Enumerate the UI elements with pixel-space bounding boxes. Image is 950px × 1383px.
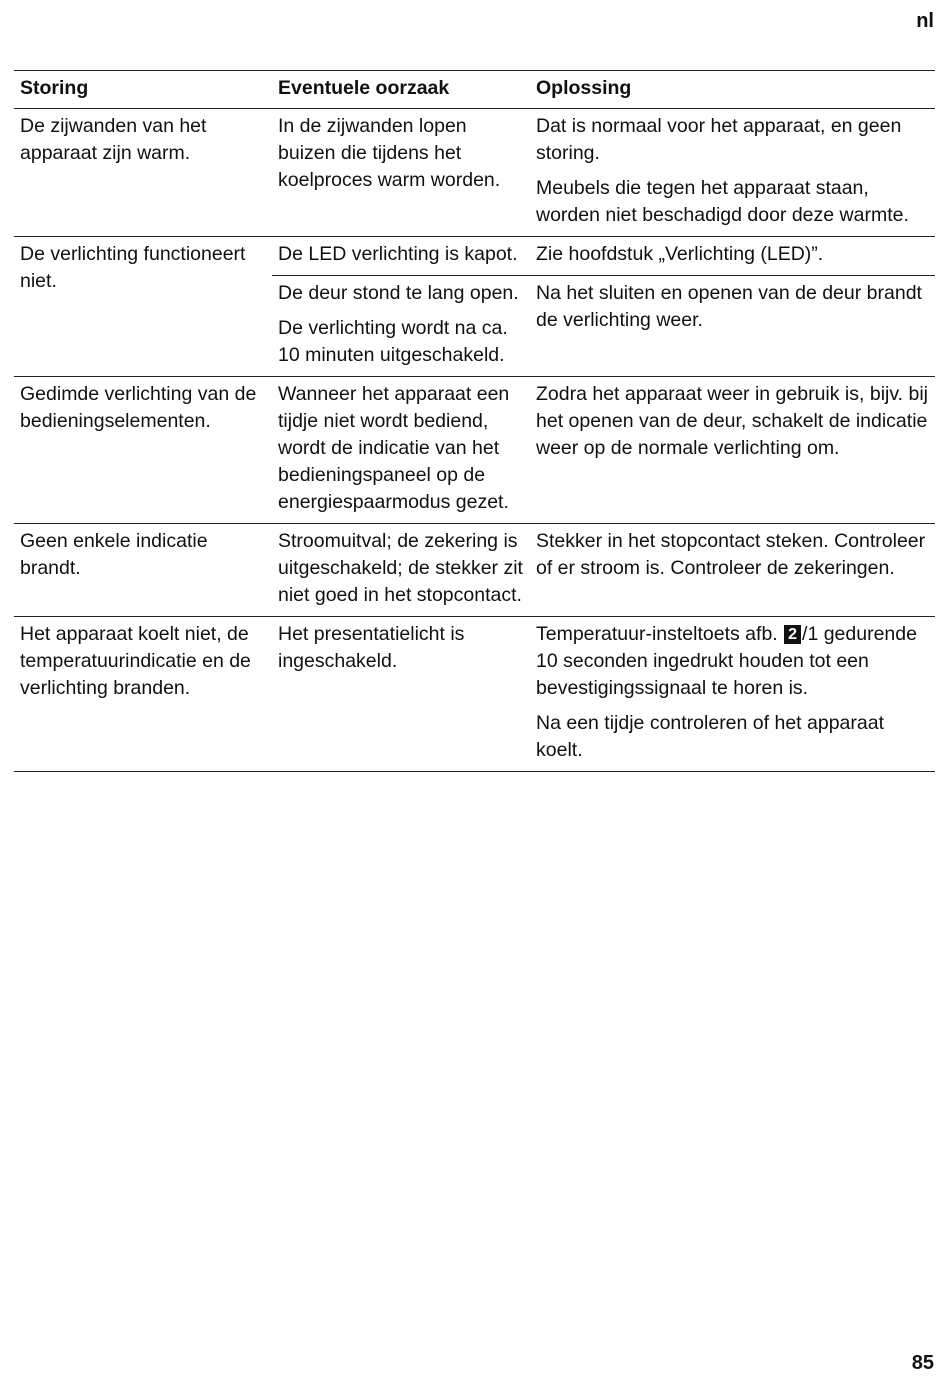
cause-cell: De LED verlichting is kapot. (272, 237, 530, 276)
figure-reference-badge: 2 (784, 625, 801, 644)
header-solution: Oplossing (530, 71, 935, 109)
table-row (14, 377, 935, 524)
header-cause: Eventuele oorzaak (272, 71, 530, 109)
table-row (14, 237, 935, 276)
solution-text: Temperatuur-insteltoets afb. (536, 623, 778, 645)
solution-cell: Temperatuur-insteltoets afb. 2 /1 gedurende 10 seconden ingedrukt houden tot een bevestigingssignaal te horen is. Na een tijdje controleren of het apparaat koelt. (530, 617, 935, 772)
page-number: 85 (911, 1352, 934, 1374)
solution-cell: Zodra het apparaat weer in gebruik is, bijv. bij het openen van de deur, schakelt de indicatie weer op de normale verlichting om. (530, 377, 935, 524)
fault-cell: De zijwanden van het apparaat zijn warm. (20, 115, 207, 164)
fault-cell: Gedimde verlichting van de bedieningselementen. (14, 377, 272, 524)
cause-cell: Stroomuitval; de zekering is uitgeschakeld; de stekker zit niet goed in het stopcontact. (272, 524, 530, 617)
cause-cell: Het presentatielicht is ingeschakeld. (272, 617, 530, 772)
table-header-row (14, 71, 935, 109)
solution-cell: Na het sluiten en openen van de deur brandt de verlichting weer. (530, 276, 935, 377)
cause-cell: In de zijwanden lopen buizen die tijdens het koelproces warm worden. (278, 115, 501, 191)
fault-cell: De verlichting functioneert niet. (14, 237, 272, 377)
table-row (14, 109, 935, 237)
solution-cell: Zie hoofdstuk „Verlichting (LED)”. (530, 237, 935, 276)
cause-cell: De deur stond te lang open. De verlichting wordt na ca. 10 minuten uitgeschakeld. (272, 276, 530, 377)
solution-cell: Dat is normaal voor het apparaat, en geen storing. Meubels die tegen het apparaat staan, worden niet beschadigd door deze warmte. (536, 115, 909, 226)
solution-text: /1 gedurende 10 seconden ingedrukt houden tot een bevestigingssignaal te horen is. (536, 623, 917, 699)
solution-cell: Stekker in het stopcontact steken. Controleer of er stroom is. Controleer de zekeringen. (530, 524, 935, 617)
fault-cell: Geen enkele indicatie brandt. (14, 524, 272, 617)
cause-cell: Wanneer het apparaat een tijdje niet wordt bediend, wordt de indicatie van het bedieningspaneel op de energiespaarmodus gezet. (272, 377, 530, 524)
table-row (14, 524, 935, 617)
fault-cell: Het apparaat koelt niet, de temperatuurindicatie en de verlichting branden. (14, 617, 272, 772)
language-code: nl (916, 10, 934, 32)
troubleshooting-table (14, 70, 935, 772)
table-row (14, 617, 935, 772)
header-fault: Storing (14, 71, 272, 109)
